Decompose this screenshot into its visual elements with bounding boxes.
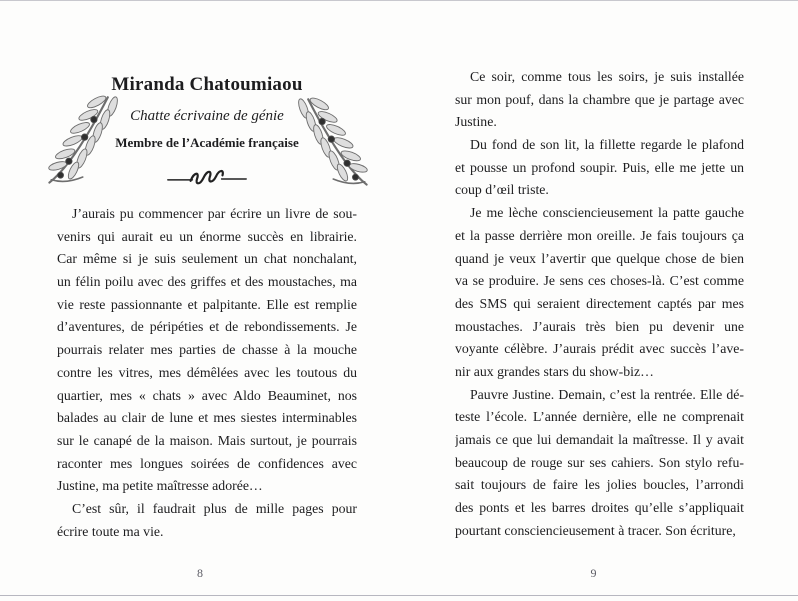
page-number-left: 8 (197, 566, 203, 580)
text-line: quartier, mes « chats » avec Aldo Beauminet, nos (57, 387, 357, 403)
text-line: va se produire. Je sens ces choses-là. C’est comme (455, 273, 744, 289)
text-line: raconter mes longues soirées de confidences avec (57, 455, 357, 471)
text-line: des SMS qui seraient directement captés par mes (455, 295, 744, 311)
text-line: teste l’école. L’année dernière, elle ne comprenait (455, 409, 744, 425)
author-subtitle: Chatte écrivaine de génie (130, 108, 284, 124)
calligraphic-flourish-divider (166, 168, 248, 190)
text-line: moustaches. J’aurais très bien pu devenir une (455, 318, 744, 334)
text-line: d’aventures, de péripéties et de rebondissements. Je (57, 319, 357, 335)
text-line: J’aurais pu commencer par écrire un livre de sou- (72, 206, 357, 221)
paragraph (455, 202, 744, 384)
text-line: Justine. (455, 114, 497, 130)
text-line: contre les vitres, mes démêlées avec les toutous du (57, 364, 357, 380)
text-line: des ponts et les barres droites qu’elle s’appliquait (455, 500, 744, 516)
text-line: sur mon pouf, dans la chambre que je partage avec (455, 91, 744, 107)
text-line: vie reste passionnante et palpitante. Elle est remplie (57, 296, 357, 312)
text-line: jamais ce que lui demandait la maîtresse. Il y avait (455, 432, 744, 447)
author-name: Miranda Chatoumiaou (111, 74, 303, 95)
text-line: balades au clair de lune et mes siestes interminables (57, 410, 357, 426)
text-line: Justine, ma petite maîtresse adorée… (57, 478, 263, 494)
olive-branch-right-icon (294, 90, 378, 192)
page-number-right: 9 (590, 566, 597, 580)
text-line: Car même si je suis seulement un chat nonchalant, (57, 251, 357, 267)
left-page-body (57, 203, 357, 543)
text-line: et pousse un profond soupir. Puis, elle me jette un (455, 159, 744, 175)
text-line: Du fond de son lit, la fillette regarde le plafond (470, 137, 744, 153)
bottom-rule (0, 595, 798, 596)
text-line: C’est sûr, il faudrait plus de mille pages pour (72, 500, 357, 516)
text-line: écrire toute ma vie. (57, 523, 164, 539)
text-line: nir aux grandes stars du show-biz… (455, 363, 654, 379)
paragraph (57, 498, 357, 543)
author-affiliation: Membre de l’Académie française (115, 135, 299, 150)
text-line: Ce soir, comme tous les soirs, je suis installée (470, 69, 744, 84)
text-line: sur le canapé de la maison. Mais surtout, je pourrais (57, 432, 357, 448)
text-line: venirs qui aurait eu un énorme succès en librairie. (57, 228, 357, 244)
text-line: sait toujours de faire les jolies boucles, l’arrondi (455, 477, 744, 493)
text-line: un félin poilu avec des griffes et des moustaches, ma (57, 274, 357, 290)
right-page-body (455, 66, 744, 542)
text-line: voyante célèbre. J’aurais prédit avec succès l’ave- (455, 341, 744, 357)
text-line: beaucoup de rouge sur ses cahiers. Son stylo refu- (455, 454, 744, 470)
text-line: quand je veux l’avertir que quelque chose de bien (455, 250, 744, 266)
text-line: pourtant consciencieusement à tracer. Son écriture, (455, 522, 736, 538)
paragraph (455, 66, 744, 134)
top-rule (0, 0, 798, 1)
paragraph (455, 384, 744, 543)
text-line: Je me lèche consciencieusement la patte gauche (470, 205, 744, 221)
text-line: pourrais relater mes parties de chasse à la mouche (57, 342, 357, 358)
text-line: et la passe derrière mon oreille. Je fais toujours ça (455, 227, 744, 243)
paragraph (57, 203, 357, 498)
text-line: Pauvre Justine. Demain, c’est la rentrée. Elle dé- (470, 386, 744, 402)
text-line: coup d’œil triste. (455, 182, 549, 198)
paragraph (455, 134, 744, 202)
